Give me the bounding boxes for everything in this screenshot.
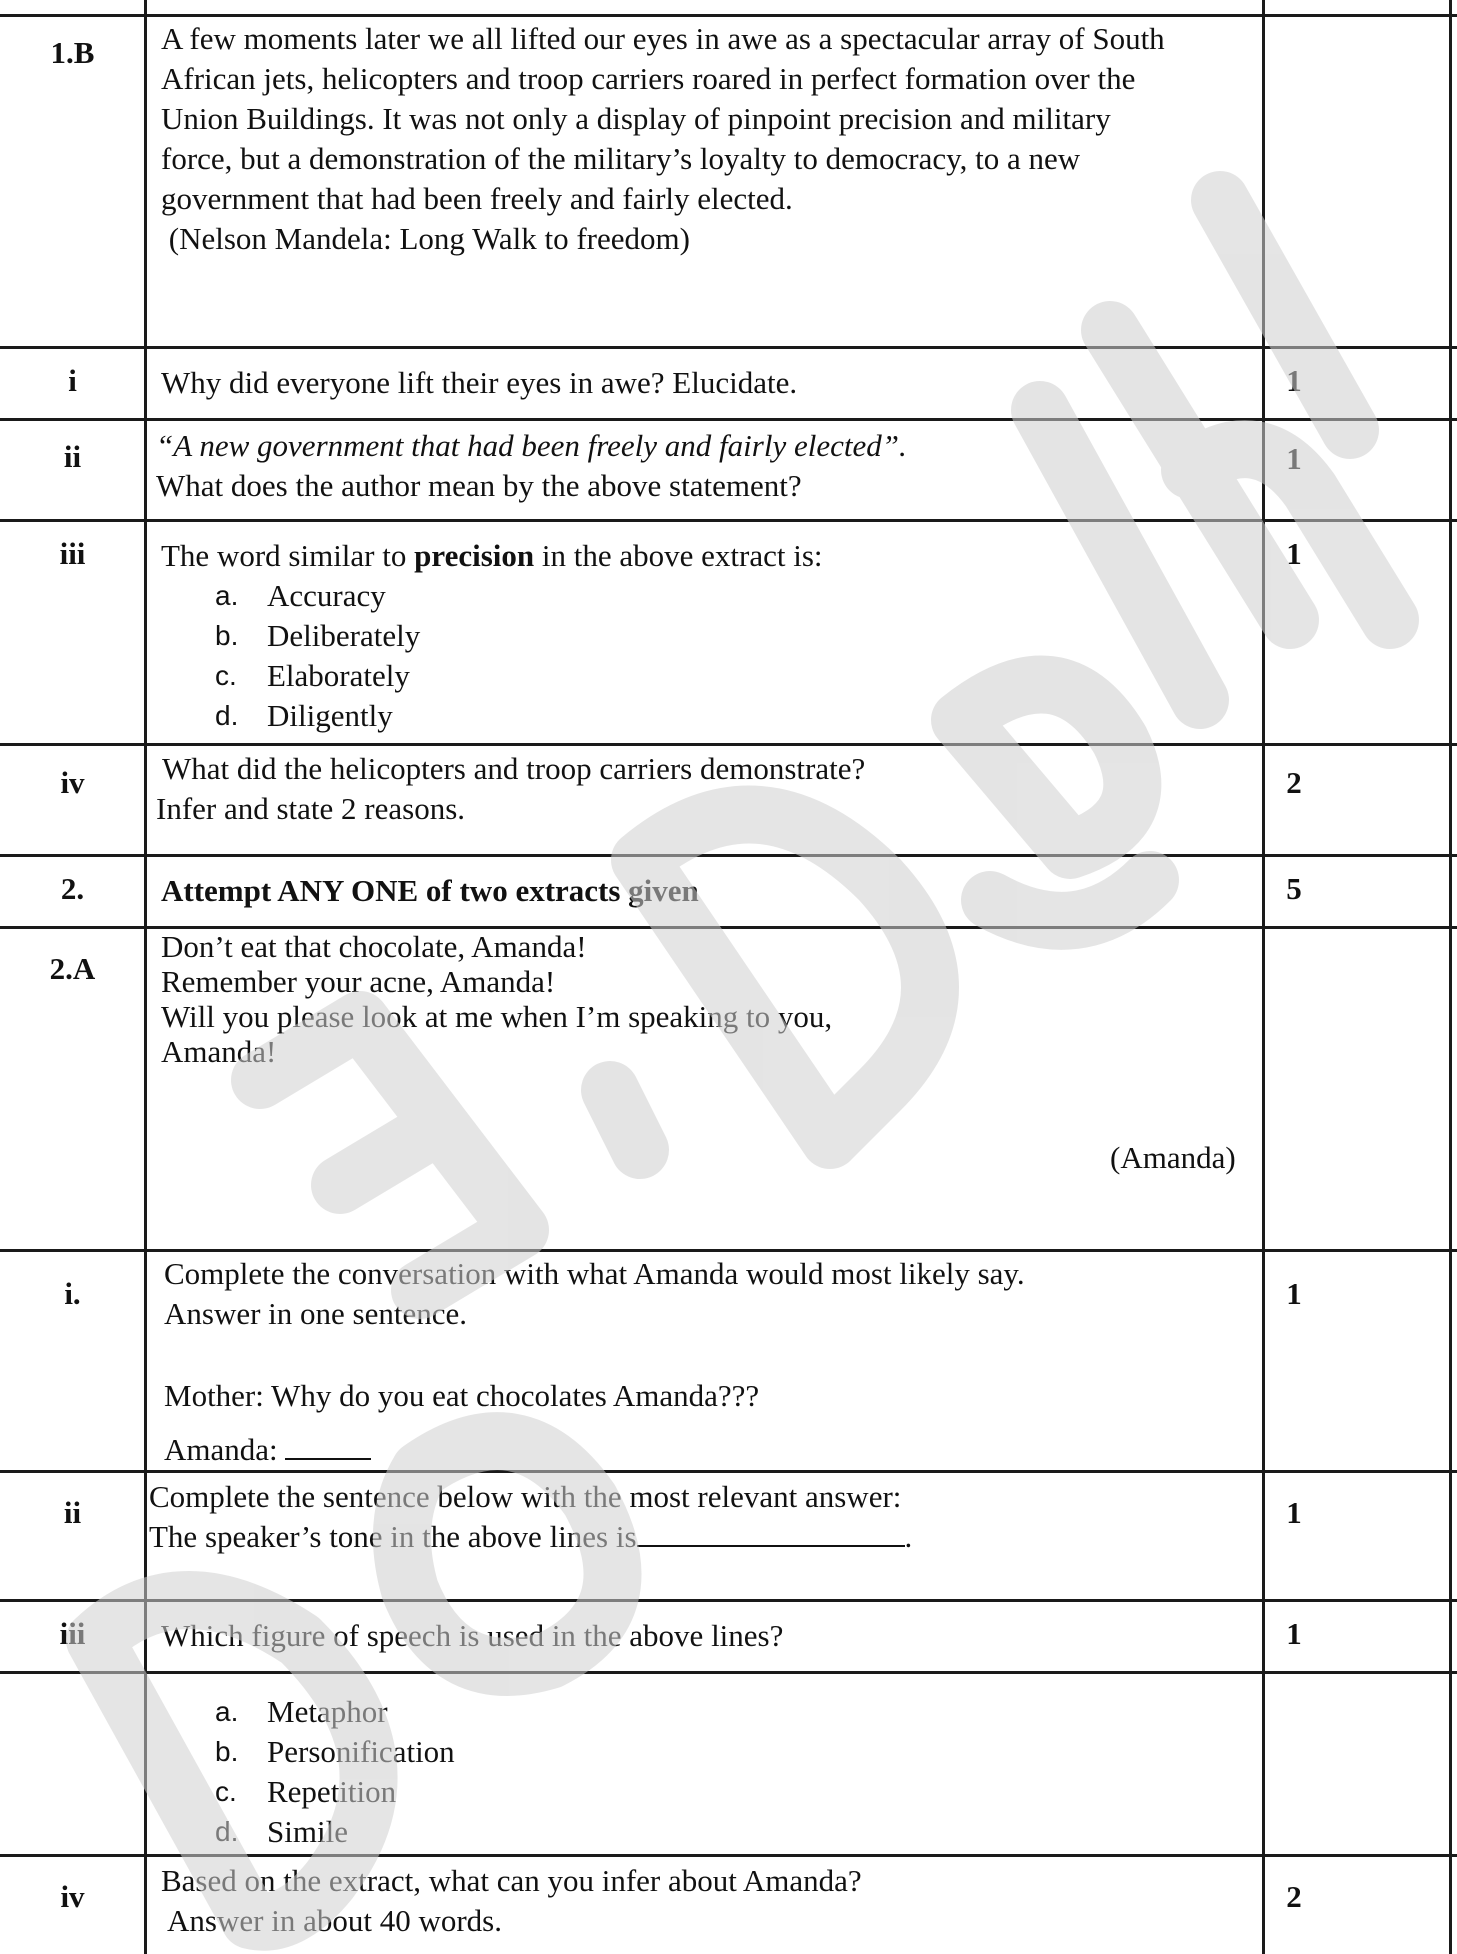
question-1b-i: Why did everyone lift their eyes in awe? Elucidate. <box>161 365 798 400</box>
option-b-letter: b. <box>215 620 239 651</box>
question-1b-iv-line-1: What did the helicopters and troop carriers demonstrate? <box>162 751 866 786</box>
question-2a-i-line-2: Answer in one sentence. <box>164 1296 468 1331</box>
extract-2a <box>161 929 1261 1069</box>
answer-prefix: Amanda: <box>164 1432 286 1467</box>
option-a <box>161 1692 1261 1732</box>
label-1b-i: i <box>68 363 77 398</box>
answer-blank <box>285 1458 371 1460</box>
marks-2a-iv: 2 <box>1286 1879 1302 1914</box>
option-d-text: Simile <box>267 1814 348 1849</box>
option-a-text: Accuracy <box>267 578 386 613</box>
question-1b-iv-line-2: Infer and state 2 reasons. <box>156 791 466 826</box>
extract-line-2: African jets, helicopters and troop carriers roared in perfect formation over the <box>161 61 1136 96</box>
tone-stem: The speaker’s tone in the above lines is <box>149 1519 637 1554</box>
option-c <box>161 1772 1261 1812</box>
extract-line-3: Union Buildings. It was not only a display of pinpoint precision and military <box>161 101 1111 136</box>
option-d-letter: d. <box>215 700 239 731</box>
option-a-letter: a. <box>215 580 239 611</box>
option-a <box>161 576 1261 616</box>
option-b <box>161 1732 1261 1772</box>
extract-2a-source: (Amanda) <box>1110 1140 1236 1175</box>
poem-line-3: Will you please look at me when I’m speaking to you, <box>161 999 833 1034</box>
extract-line-4: force, but a demonstration of the military’s loyalty to democracy, to a new <box>161 141 1081 176</box>
row-2a-i <box>0 1252 1457 1473</box>
option-c-text: Elaborately <box>267 658 410 693</box>
extract-source: (Nelson Mandela: Long Walk to freedom) <box>161 221 690 256</box>
option-b <box>161 616 1261 656</box>
row-1b-extract <box>0 17 1457 349</box>
row-1b-iii <box>0 522 1457 746</box>
label-1b-ii: ii <box>63 439 82 474</box>
row-2a-iii <box>0 1602 1457 1674</box>
question-1b-iii <box>161 536 1261 736</box>
option-b-text: Personification <box>267 1734 455 1769</box>
extract-line-1: A few moments later we all lifted our eyes in awe as a spectacular array of South <box>161 21 1165 56</box>
option-d-text: Diligently <box>267 698 393 733</box>
option-a-letter: a. <box>215 1696 239 1727</box>
question-2a-ii-line-2 <box>149 1517 1249 1557</box>
question-2a-iv <box>161 1861 1261 1941</box>
label-2a-ii: ii <box>63 1495 82 1530</box>
stem-bold-word: precision <box>414 538 535 573</box>
question-2a-ii-line-1: Complete the sentence below with the most relevant answer: <box>149 1479 902 1514</box>
stem-1b-iii <box>161 536 1261 576</box>
marks-1b-i: 1 <box>1286 363 1302 398</box>
label-1b-iii: iii <box>59 536 86 571</box>
stem-post: in the above extract is: <box>534 538 823 573</box>
label-2: 2. <box>60 871 85 906</box>
option-b-letter: b. <box>215 1736 239 1767</box>
row-1b-i <box>0 349 1457 421</box>
poem-line-1: Don’t eat that chocolate, Amanda! <box>161 929 587 964</box>
question-2a-i-line-1: Complete the conversation with what Amanda would most likely say. <box>164 1256 1025 1291</box>
row-1b-ii <box>0 421 1457 522</box>
option-c-letter: c. <box>215 1776 237 1807</box>
question-2a-ii <box>149 1477 1249 1557</box>
option-d <box>161 1812 1261 1852</box>
question-2a-i-line-4 <box>164 1430 1264 1470</box>
label-2a: 2.A <box>49 951 96 986</box>
quote-1b-ii: “A new government that had been freely and fairly elected”. <box>156 428 907 463</box>
question-2a-iv-line-1: Based on the extract, what can you infer about Amanda? <box>161 1863 862 1898</box>
label-1b: 1.B <box>50 35 95 70</box>
question-1b-ii <box>156 426 1256 506</box>
poem-line-4: Amanda! <box>161 1034 277 1069</box>
heading-2: Attempt ANY ONE of two extracts given <box>161 873 699 908</box>
row-2-heading <box>0 857 1457 929</box>
marks-2a-ii: 1 <box>1286 1495 1302 1530</box>
option-c-letter: c. <box>215 660 237 691</box>
option-c-text: Repetition <box>267 1774 397 1809</box>
text-1b-ii: What does the author mean by the above statement? <box>156 468 802 503</box>
option-a-text: Metaphor <box>267 1694 388 1729</box>
label-2a-iv: iv <box>60 1879 85 1914</box>
question-2a-i-line-3: Mother: Why do you eat chocolates Amanda??? <box>164 1378 760 1413</box>
table-top-border <box>0 0 1457 17</box>
marks-2: 5 <box>1286 871 1302 906</box>
row-2a-iii-options <box>0 1674 1457 1857</box>
marks-2a-i: 1 <box>1286 1276 1302 1311</box>
row-2a-ii <box>0 1473 1457 1602</box>
extract-1b <box>161 19 1261 259</box>
option-b-text: Deliberately <box>267 618 421 653</box>
label-1b-iv: iv <box>60 765 85 800</box>
row-1b-iv <box>0 746 1457 857</box>
extract-line-5: government that had been freely and fairly elected. <box>161 181 793 216</box>
options-2a-iii <box>161 1692 1261 1852</box>
marks-1b-iii: 1 <box>1286 536 1302 571</box>
question-2a-iv-line-2: Answer in about 40 words. <box>161 1903 502 1938</box>
label-2a-iii: iii <box>59 1616 86 1651</box>
option-c <box>161 656 1261 696</box>
option-d <box>161 696 1261 736</box>
stem-pre: The word similar to <box>161 538 415 573</box>
label-2a-i: i. <box>64 1276 81 1311</box>
tone-blank <box>637 1545 905 1547</box>
option-d-letter: d. <box>215 1816 239 1847</box>
marks-1b-ii: 1 <box>1286 441 1302 476</box>
tone-end: . <box>904 1519 913 1554</box>
marks-1b-iv: 2 <box>1286 765 1302 800</box>
question-1b-iv <box>156 749 1256 829</box>
question-2a-i <box>164 1254 1264 1470</box>
marks-2a-iii: 1 <box>1286 1616 1302 1651</box>
row-2a-extract <box>0 929 1457 1252</box>
question-2a-iii: Which figure of speech is used in the above lines? <box>161 1618 784 1653</box>
row-2a-iv <box>0 1857 1457 1954</box>
poem-line-2: Remember your acne, Amanda! <box>161 964 556 999</box>
